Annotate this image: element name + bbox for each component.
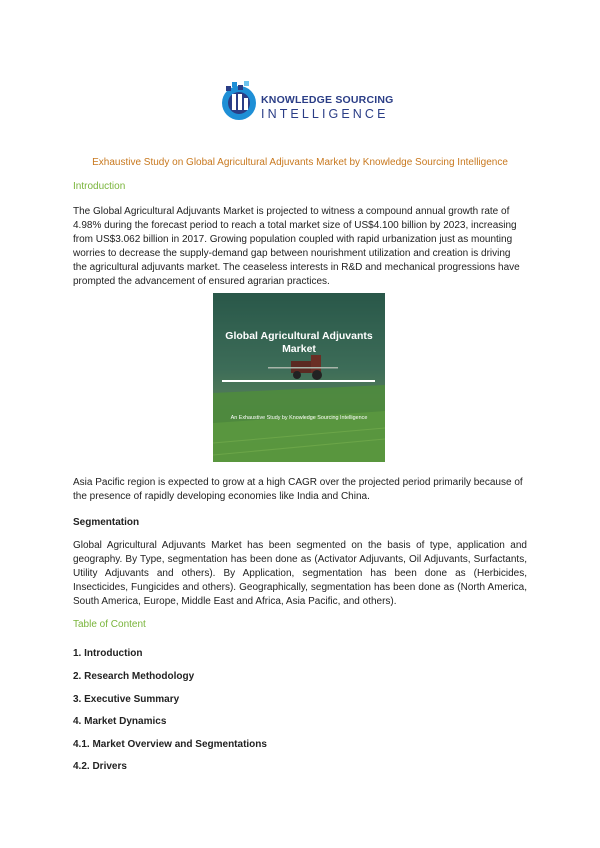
company-logo bbox=[220, 80, 394, 124]
toc-item: 3. Executive Summary bbox=[73, 694, 180, 705]
segmentation-heading: Segmentation bbox=[73, 517, 140, 528]
field-background-icon bbox=[213, 293, 385, 462]
hero-subtitle: An Exhaustive Study by Knowledge Sourcing Intelligence bbox=[230, 415, 368, 421]
logo-text-secondary: INTELLIGENCE bbox=[261, 107, 389, 121]
logo-mark-icon bbox=[220, 80, 260, 124]
introduction-heading: Introduction bbox=[73, 181, 126, 192]
segmentation-paragraph: Global Agricultural Adjuvants Market has been segmented on the basis of type, application and geography. By Type, segmentation has been done as (Activator Adjuvants, Oil Adjuvants, Surfactants, Utility Adjuvants and others). By Application, segmentation has been done as (Herbicides, Insecticides, Fungicides and others). Geographically, segmentation has been done as (North America, South America, Europe, Middle East and Africa, Asia Pacific, and others). bbox=[73, 540, 527, 607]
toc-item: 4. Market Dynamics bbox=[73, 716, 167, 727]
toc-item: 1. Introduction bbox=[73, 648, 143, 659]
logo-text-primary: KNOWLEDGE SOURCING bbox=[261, 94, 394, 106]
toc-item: 4.1. Market Overview and Segmentations bbox=[73, 739, 267, 750]
document-title: Exhaustive Study on Global Agricultural Adjuvants Market by Knowledge Sourcing Intelligence bbox=[92, 157, 508, 168]
toc-item: 2. Research Methodology bbox=[73, 671, 195, 682]
toc-item: 4.2. Drivers bbox=[73, 761, 127, 772]
hero-image bbox=[213, 293, 385, 462]
asia-paragraph: Asia Pacific region is expected to grow at a high CAGR over the projected period primarily because of the presence of rapidly developing economies like India and China. bbox=[73, 477, 523, 502]
hero-title: Global Agricultural Adjuvants Market bbox=[225, 330, 373, 355]
toc-heading: Table of Content bbox=[73, 619, 146, 630]
hero-divider bbox=[222, 380, 375, 382]
intro-paragraph: The Global Agricultural Adjuvants Market is projected to witness a compound annual growth rate of 4.98% during the forecast period to reach a total market size of US$4.100 billion by 2023, increasing from US$3.062 billion in 2017. Growing population coupled with rapid urbanization just as mounting worries to decrease the supply-demand gap between nourishment utilization and creation is driving the agricultural adjuvants market. The ceaseless interests in R&D and mechanical progressions have prompted the advancement of ensured agrarian practices. bbox=[73, 206, 520, 287]
